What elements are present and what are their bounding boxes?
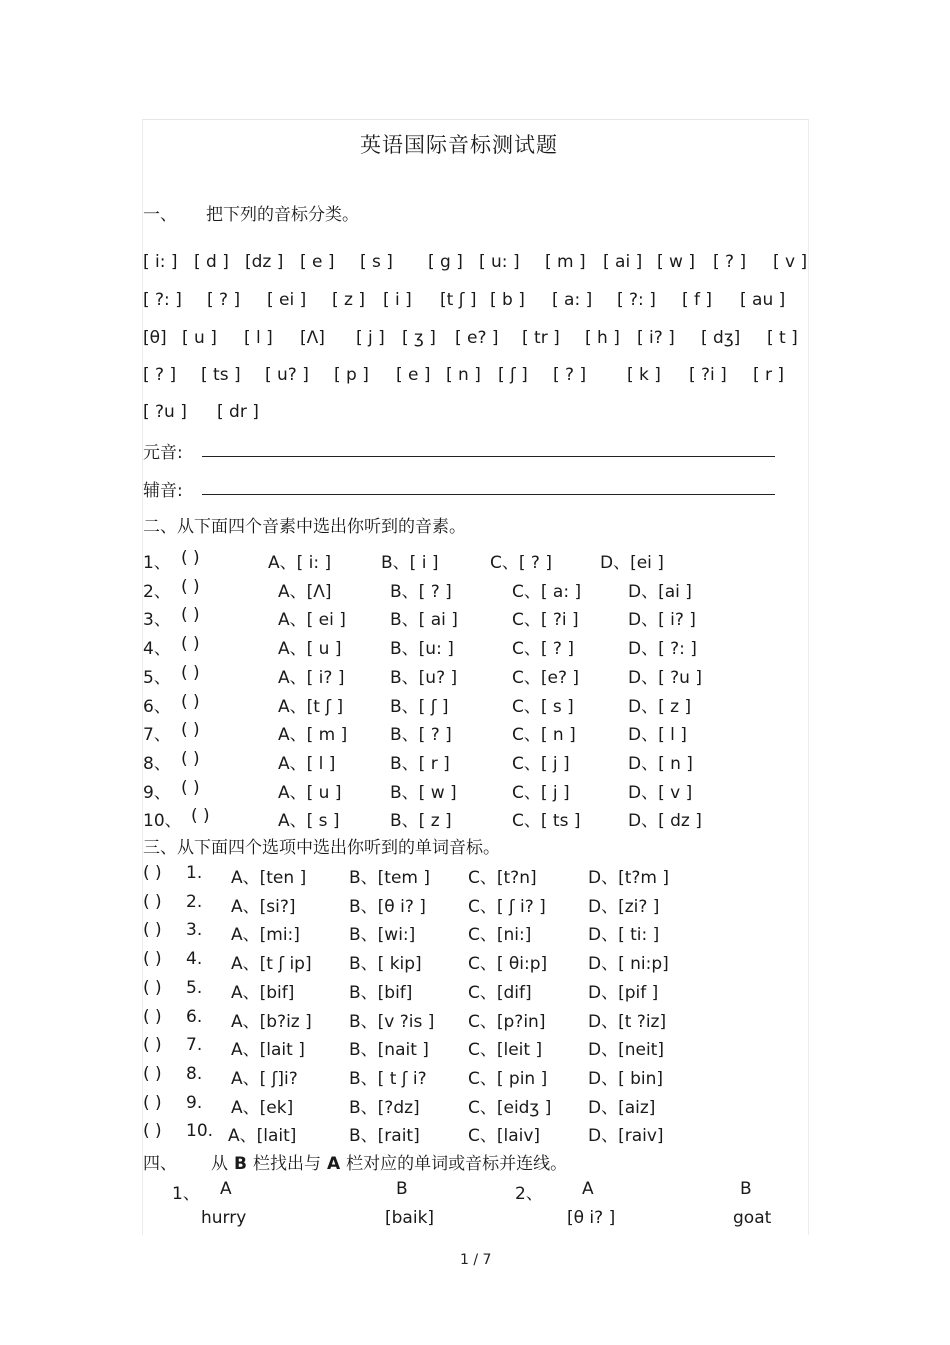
option-b[interactable]: B、[tem ] bbox=[349, 868, 431, 888]
phonetic-symbol: [ u: ] bbox=[479, 252, 520, 272]
phonetic-symbol: [ s ] bbox=[360, 252, 393, 272]
answer-blank[interactable]: ( ) bbox=[143, 863, 162, 883]
option-c[interactable]: C、[p?in] bbox=[468, 1012, 546, 1032]
option-b[interactable]: B、[ i ] bbox=[381, 553, 439, 573]
question-number: 2. bbox=[186, 892, 203, 912]
group1-b-header: B bbox=[396, 1179, 408, 1199]
question-number: 10、 bbox=[143, 811, 182, 831]
option-b[interactable]: B、[ kip] bbox=[349, 954, 422, 974]
phonetic-symbol: [ ʒ ] bbox=[402, 328, 436, 348]
option-d[interactable]: D、[ l ] bbox=[628, 725, 687, 745]
option-c[interactable]: C、[ ? ] bbox=[490, 553, 552, 573]
question-number: 2、 bbox=[143, 582, 171, 602]
option-b[interactable]: B、[ ai ] bbox=[390, 610, 458, 630]
option-d[interactable]: D、[t ?iz] bbox=[588, 1012, 667, 1032]
option-a[interactable]: A、[mi:] bbox=[231, 925, 300, 945]
option-c[interactable]: C、[ ʃ i? ] bbox=[468, 897, 546, 917]
phonetic-symbol: [dz ] bbox=[245, 252, 284, 272]
answer-blank[interactable]: ( ) bbox=[143, 1093, 162, 1113]
phonetic-symbol: [ l ] bbox=[244, 328, 273, 348]
section4-heading bbox=[211, 1149, 567, 1174]
option-c[interactable]: C、[ni:] bbox=[468, 925, 532, 945]
option-c[interactable]: C、[ pin ] bbox=[468, 1069, 548, 1089]
phonetic-symbol: [ i? ] bbox=[637, 328, 675, 348]
option-d[interactable]: D、[ ni:p] bbox=[588, 954, 669, 974]
phonetic-symbol: [ e? ] bbox=[455, 328, 499, 348]
option-c[interactable]: C、[eidʒ ] bbox=[468, 1098, 552, 1118]
option-d[interactable]: D、[neit] bbox=[588, 1040, 664, 1060]
question-number: 5、 bbox=[143, 668, 171, 688]
option-c[interactable]: C、[ ts ] bbox=[512, 811, 581, 831]
option-c[interactable]: C、[dif] bbox=[468, 983, 532, 1003]
option-c[interactable]: C、[leit ] bbox=[468, 1040, 543, 1060]
phonetic-symbol: [ b ] bbox=[490, 290, 525, 310]
answer-blank[interactable]: ( ) bbox=[181, 692, 200, 712]
question-number: 8. bbox=[186, 1064, 203, 1084]
answer-blank[interactable]: ( ) bbox=[143, 892, 162, 912]
option-d[interactable]: D、[pif ] bbox=[588, 983, 659, 1003]
group1-a-header: A bbox=[220, 1179, 232, 1199]
answer-blank[interactable]: ( ) bbox=[181, 778, 200, 798]
option-d[interactable]: D、[ z ] bbox=[628, 697, 692, 717]
consonant-answer-line[interactable] bbox=[202, 494, 775, 495]
option-c[interactable]: C、[ j ] bbox=[512, 754, 570, 774]
option-d[interactable]: D、[zi? ] bbox=[588, 897, 660, 917]
option-b[interactable]: B、[wi:] bbox=[349, 925, 416, 945]
answer-blank[interactable]: ( ) bbox=[143, 1121, 162, 1141]
option-a[interactable]: A、[ i: ] bbox=[268, 553, 332, 573]
phonetic-symbol: [ u ] bbox=[182, 328, 217, 348]
consonant-label: 辅音: bbox=[143, 481, 183, 501]
option-c[interactable]: C、[ θi:p] bbox=[468, 954, 548, 974]
answer-blank[interactable]: ( ) bbox=[143, 1035, 162, 1055]
section1-number: 一、 bbox=[143, 205, 177, 225]
phonetic-symbol: [ i: ] bbox=[143, 252, 178, 272]
answer-blank[interactable]: ( ) bbox=[143, 920, 162, 940]
page-title: 英语国际音标测试题 bbox=[360, 133, 558, 157]
answer-blank[interactable]: ( ) bbox=[181, 577, 200, 597]
question-number: 10. bbox=[186, 1121, 214, 1141]
option-a[interactable]: A、[ i? ] bbox=[278, 668, 345, 688]
phonetic-symbol: [ m ] bbox=[545, 252, 586, 272]
answer-blank[interactable]: ( ) bbox=[143, 949, 162, 969]
group1-number: 1、 bbox=[172, 1184, 200, 1204]
option-d[interactable]: D、[ v ] bbox=[628, 783, 693, 803]
vowel-label: 元音: bbox=[143, 443, 183, 463]
phonetic-symbol: [ h ] bbox=[585, 328, 620, 348]
option-c[interactable]: C、[ ? ] bbox=[512, 639, 574, 659]
phonetic-symbol: [ k ] bbox=[627, 365, 661, 385]
option-a[interactable]: A、[lait ] bbox=[231, 1040, 305, 1060]
option-b[interactable]: B、[ ʃ ] bbox=[390, 697, 449, 717]
section2-heading: 二、从下面四个音素中选出你听到的音素。 bbox=[143, 517, 466, 537]
option-c[interactable]: C、[ s ] bbox=[512, 697, 574, 717]
phonetic-symbol: [ j ] bbox=[356, 328, 385, 348]
phonetic-symbol: [ ?: ] bbox=[617, 290, 656, 310]
phonetic-symbol: [ ?: ] bbox=[143, 290, 182, 310]
phonetic-symbol: [ tr ] bbox=[522, 328, 560, 348]
group2-number: 2、 bbox=[515, 1184, 543, 1204]
option-c[interactable]: C、[ n ] bbox=[512, 725, 576, 745]
option-a[interactable]: A、[ s ] bbox=[278, 811, 340, 831]
option-b[interactable]: B、[ ? ] bbox=[390, 725, 452, 745]
option-c[interactable]: C、[laiv] bbox=[468, 1126, 541, 1146]
phonetic-symbol: [ a: ] bbox=[552, 290, 593, 310]
phonetic-symbol: [t ʃ ] bbox=[440, 290, 477, 310]
option-d[interactable]: D、[raiv] bbox=[588, 1126, 664, 1146]
option-b[interactable]: B、[?dz] bbox=[349, 1098, 420, 1118]
option-a[interactable]: A、[t ʃ ip] bbox=[231, 954, 312, 974]
group1-b-item[interactable]: [baik] bbox=[385, 1208, 435, 1228]
phonetic-symbol: [ ?u ] bbox=[143, 402, 187, 422]
phonetic-symbol: [ dr ] bbox=[217, 402, 259, 422]
phonetic-symbol: [ u? ] bbox=[265, 365, 309, 385]
option-a[interactable]: A、[ u ] bbox=[278, 783, 342, 803]
phonetic-symbol: [ e ] bbox=[300, 252, 335, 272]
option-a[interactable]: A、[ ei ] bbox=[278, 610, 346, 630]
answer-blank[interactable]: ( ) bbox=[181, 663, 200, 683]
option-a[interactable]: A、[bif] bbox=[231, 983, 295, 1003]
answer-blank[interactable]: ( ) bbox=[191, 806, 210, 826]
option-b[interactable]: B、[nait ] bbox=[349, 1040, 429, 1060]
group1-a-item[interactable]: hurry bbox=[201, 1208, 247, 1228]
group2-a-header: A bbox=[582, 1179, 594, 1199]
option-a[interactable]: A、[ m ] bbox=[278, 725, 348, 745]
option-b[interactable]: B、[ ? ] bbox=[390, 582, 452, 602]
question-number: 3. bbox=[186, 920, 203, 940]
option-c[interactable]: C、[t?n] bbox=[468, 868, 537, 888]
option-b[interactable]: B、[u? ] bbox=[390, 668, 458, 688]
section4-a-col: A bbox=[326, 1154, 341, 1174]
phonetic-symbol: [ ʃ ] bbox=[498, 365, 528, 385]
option-d[interactable]: D、[ ?: ] bbox=[628, 639, 697, 659]
answer-blank[interactable]: ( ) bbox=[181, 634, 200, 654]
option-a[interactable]: A、[t ʃ ] bbox=[278, 697, 344, 717]
group2-b-item[interactable]: goat bbox=[733, 1208, 772, 1228]
option-c[interactable]: C、[ j ] bbox=[512, 783, 570, 803]
section4-number: 四、 bbox=[143, 1154, 177, 1174]
section1-heading: 把下列的音标分类。 bbox=[206, 205, 359, 225]
answer-blank[interactable]: ( ) bbox=[143, 978, 162, 998]
phonetic-symbol: [ d ] bbox=[194, 252, 229, 272]
group2-a-item[interactable]: [θ i? ] bbox=[567, 1208, 616, 1228]
option-a[interactable]: A、[b?iz ] bbox=[231, 1012, 312, 1032]
question-number: 9、 bbox=[143, 783, 171, 803]
option-b[interactable]: B、[ r ] bbox=[390, 754, 450, 774]
option-a[interactable]: A、[ u ] bbox=[278, 639, 342, 659]
option-d[interactable]: D、[ ?u ] bbox=[628, 668, 702, 688]
phonetic-symbol: [ ? ] bbox=[713, 252, 747, 272]
option-d[interactable]: D、[ ti: ] bbox=[588, 925, 660, 945]
phonetic-symbol: [ z ] bbox=[332, 290, 365, 310]
question-number: 1、 bbox=[143, 553, 171, 573]
option-b[interactable]: B、[ z ] bbox=[390, 811, 452, 831]
section4-text-post: 栏对应的单词或音标并连线。 bbox=[346, 1154, 568, 1174]
option-b[interactable]: B、[ w ] bbox=[390, 783, 457, 803]
option-a[interactable]: A、[ten ] bbox=[231, 868, 307, 888]
option-a[interactable]: A、[ ʃ]i? bbox=[231, 1069, 298, 1089]
phonetic-symbol: [ ?i ] bbox=[689, 365, 727, 385]
option-a[interactable]: A、[lait] bbox=[228, 1126, 297, 1146]
option-b[interactable]: B、[bif] bbox=[349, 983, 413, 1003]
phonetic-symbol: [ ai ] bbox=[603, 252, 643, 272]
phonetic-symbol: [ v ] bbox=[773, 252, 808, 272]
section4-text-pre: 从 bbox=[211, 1154, 228, 1174]
option-b[interactable]: B、[ t ʃ i? bbox=[349, 1069, 427, 1089]
answer-blank[interactable]: ( ) bbox=[181, 548, 200, 568]
section4-text-mid: 栏找出与 bbox=[252, 1154, 321, 1174]
phonetic-symbol: [ w ] bbox=[657, 252, 695, 272]
vowel-answer-line[interactable] bbox=[202, 456, 775, 457]
question-number: 7. bbox=[186, 1035, 203, 1055]
phonetic-symbol: [ n ] bbox=[446, 365, 481, 385]
phonetic-symbol: [ e ] bbox=[396, 365, 431, 385]
option-d[interactable]: D、[t?m ] bbox=[588, 868, 670, 888]
section3-heading: 三、从下面四个选项中选出你听到的单词音标。 bbox=[143, 838, 500, 858]
option-b[interactable]: B、[u: ] bbox=[390, 639, 454, 659]
phonetic-symbol: [ ts ] bbox=[201, 365, 241, 385]
question-number: 3、 bbox=[143, 610, 171, 630]
question-number: 6、 bbox=[143, 697, 171, 717]
option-d[interactable]: D、[ i? ] bbox=[628, 610, 696, 630]
option-b[interactable]: B、[θ i? ] bbox=[349, 897, 426, 917]
answer-blank[interactable]: ( ) bbox=[181, 720, 200, 740]
phonetic-symbol: [ t ] bbox=[767, 328, 798, 348]
phonetic-symbol: [ r ] bbox=[753, 365, 785, 385]
question-number: 8、 bbox=[143, 754, 171, 774]
question-number: 4、 bbox=[143, 639, 171, 659]
question-number: 7、 bbox=[143, 725, 171, 745]
option-a[interactable]: A、[si?] bbox=[231, 897, 296, 917]
phonetic-symbol: [ i ] bbox=[383, 290, 412, 310]
question-number: 9. bbox=[186, 1093, 203, 1113]
option-c[interactable]: C、[e? ] bbox=[512, 668, 580, 688]
option-c[interactable]: C、[ ?i ] bbox=[512, 610, 579, 630]
option-d[interactable]: D、[ dz ] bbox=[628, 811, 702, 831]
option-a[interactable]: A、[ l ] bbox=[278, 754, 336, 774]
phonetic-symbol: [Λ] bbox=[300, 328, 325, 348]
question-number: 6. bbox=[186, 1007, 203, 1027]
option-b[interactable]: B、[rait] bbox=[349, 1126, 420, 1146]
question-number: 4. bbox=[186, 949, 203, 969]
group2-b-header: B bbox=[740, 1179, 752, 1199]
option-d[interactable]: D、[ bin] bbox=[588, 1069, 664, 1089]
phonetic-symbol: [ ? ] bbox=[143, 365, 177, 385]
option-d[interactable]: D、[ n ] bbox=[628, 754, 693, 774]
phonetic-symbol: [ g ] bbox=[428, 252, 463, 272]
phonetic-symbol: [ p ] bbox=[334, 365, 369, 385]
answer-blank[interactable]: ( ) bbox=[143, 1064, 162, 1084]
answer-blank[interactable]: ( ) bbox=[181, 605, 200, 625]
answer-blank[interactable]: ( ) bbox=[181, 749, 200, 769]
option-c[interactable]: C、[ a: ] bbox=[512, 582, 582, 602]
answer-blank[interactable]: ( ) bbox=[143, 1007, 162, 1027]
option-a[interactable]: A、[ek] bbox=[231, 1098, 294, 1118]
question-number: 1. bbox=[186, 863, 203, 883]
page-number: 1 / 7 bbox=[460, 1252, 492, 1268]
question-number: 5. bbox=[186, 978, 203, 998]
phonetic-symbol: [ f ] bbox=[682, 290, 713, 310]
option-b[interactable]: B、[v ?is ] bbox=[349, 1012, 435, 1032]
phonetic-symbol: [ ? ] bbox=[207, 290, 241, 310]
option-a[interactable]: A、[Λ] bbox=[278, 582, 332, 602]
phonetic-symbol: [ dʒ] bbox=[701, 328, 741, 348]
section4-b-col: B bbox=[234, 1154, 247, 1174]
option-d[interactable]: D、[ai ] bbox=[628, 582, 692, 602]
option-d[interactable]: D、[ei ] bbox=[600, 553, 664, 573]
phonetic-symbol: [ ei ] bbox=[267, 290, 307, 310]
option-d[interactable]: D、[aiz] bbox=[588, 1098, 656, 1118]
phonetic-symbol: [ ? ] bbox=[553, 365, 587, 385]
phonetic-symbol: [ au ] bbox=[740, 290, 786, 310]
phonetic-symbol: [θ] bbox=[143, 328, 167, 348]
